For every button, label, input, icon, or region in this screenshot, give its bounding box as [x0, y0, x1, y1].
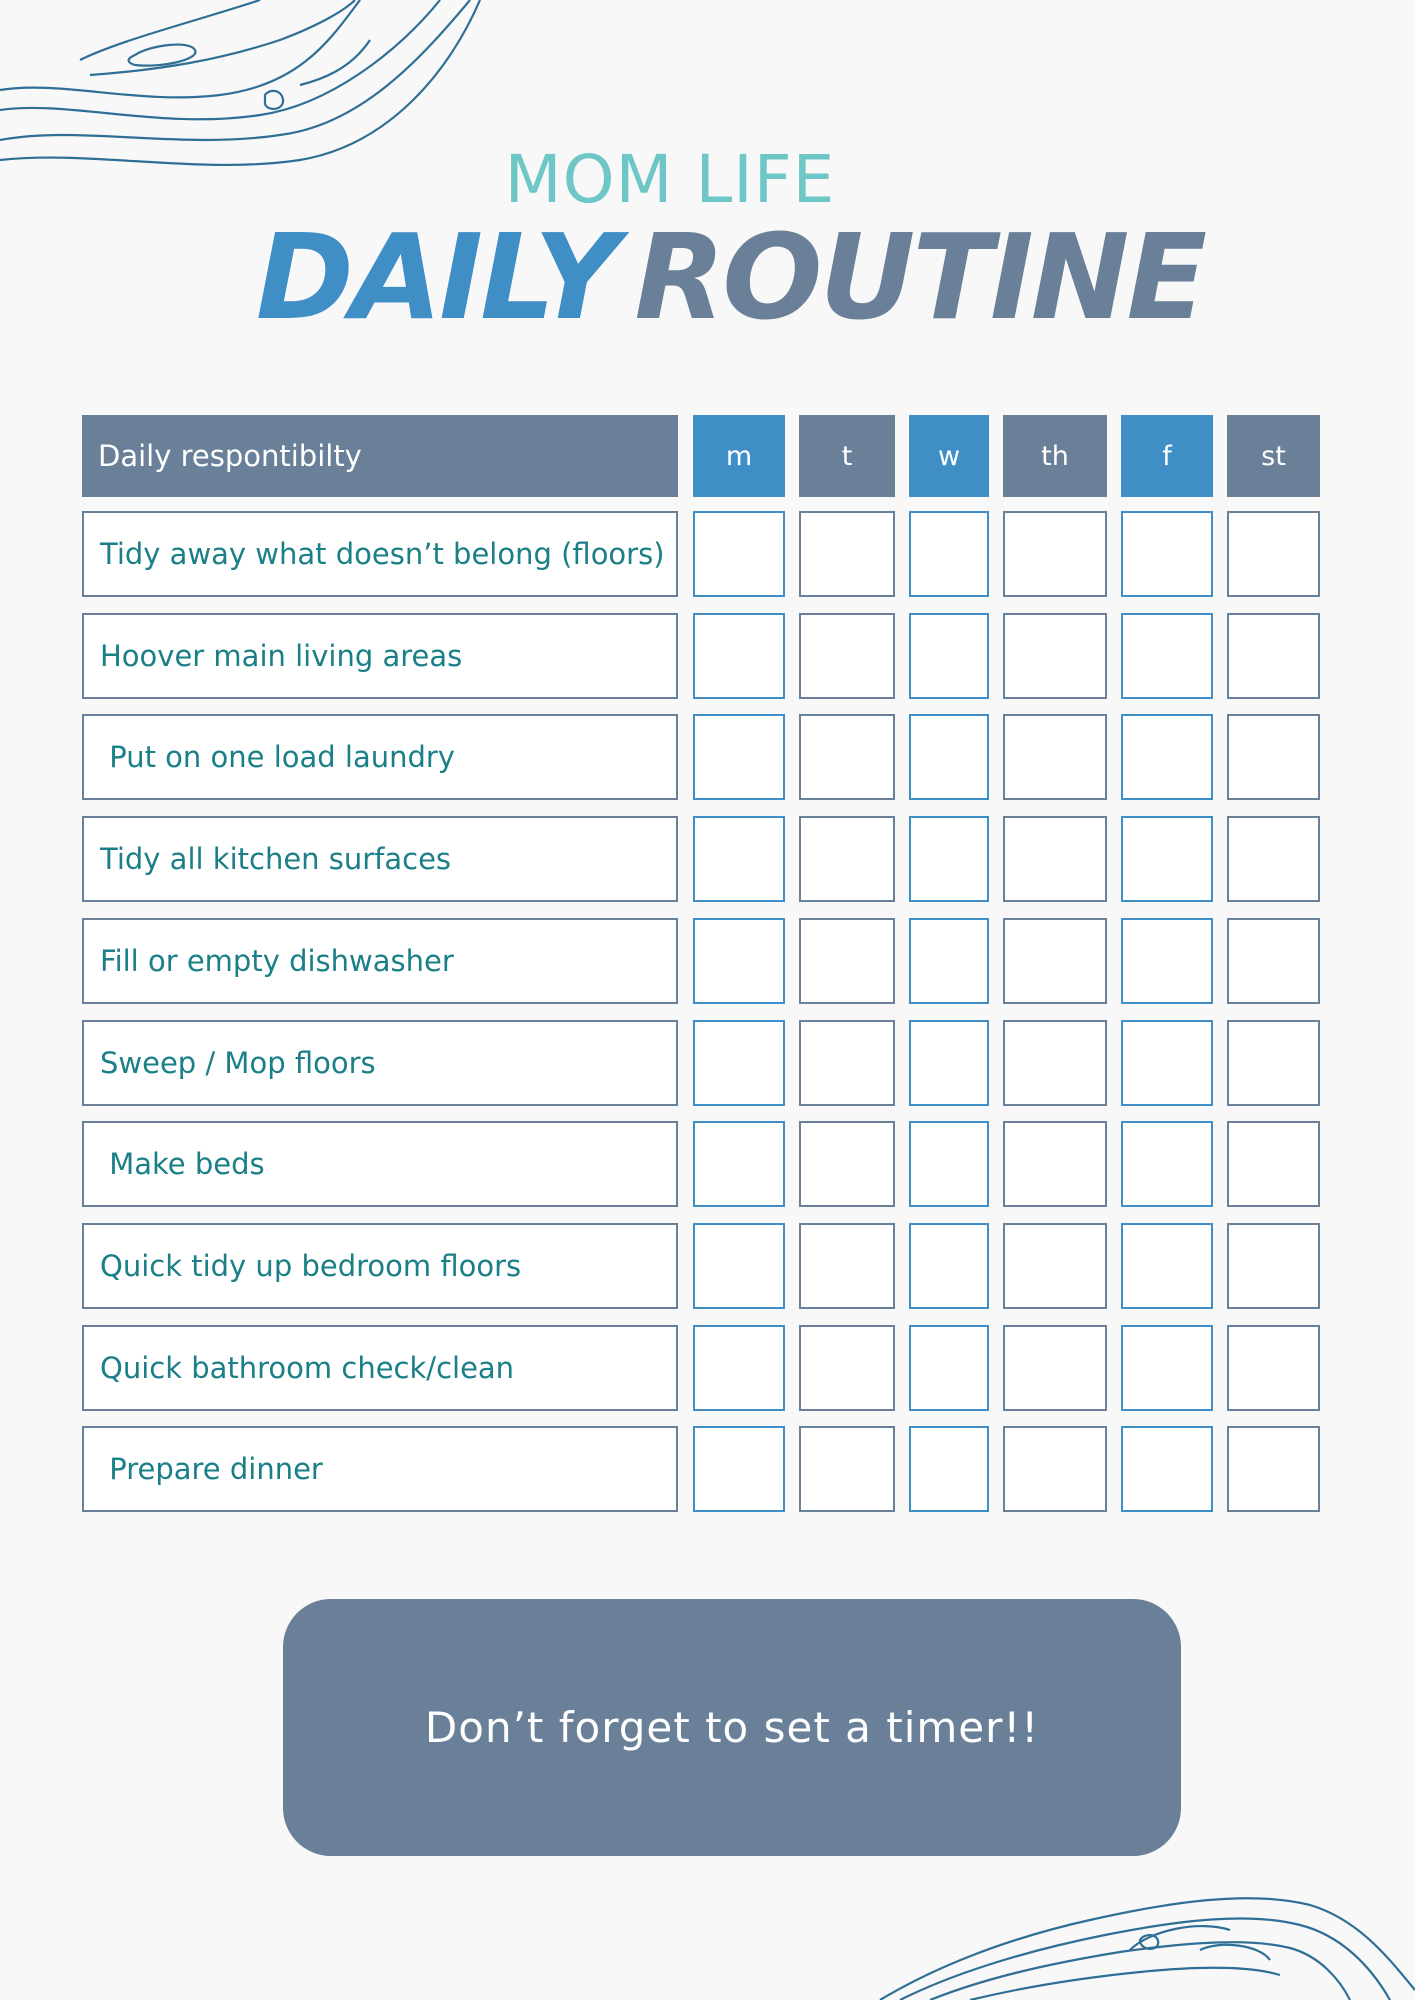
task-label: Quick bathroom check/clean	[82, 1325, 678, 1411]
title-word-daily: DAILY	[255, 208, 617, 346]
checkbox-w[interactable]	[909, 816, 989, 902]
checkbox-t[interactable]	[799, 1020, 895, 1106]
day-header-st: st	[1227, 415, 1320, 497]
checkbox-t[interactable]	[799, 1223, 895, 1309]
checkbox-m[interactable]	[693, 1223, 785, 1309]
page-title	[0, 208, 1415, 346]
checkbox-st[interactable]	[1227, 1325, 1320, 1411]
day-header-f: f	[1121, 415, 1213, 497]
checkbox-f[interactable]	[1121, 511, 1213, 597]
checkbox-st[interactable]	[1227, 714, 1320, 800]
checkbox-t[interactable]	[799, 918, 895, 1004]
checkbox-w[interactable]	[909, 1426, 989, 1512]
checkbox-st[interactable]	[1227, 1426, 1320, 1512]
checkbox-t[interactable]	[799, 1426, 895, 1512]
checkbox-w[interactable]	[909, 1020, 989, 1106]
checkbox-th[interactable]	[1003, 1426, 1107, 1512]
checkbox-m[interactable]	[693, 1020, 785, 1106]
checkbox-f[interactable]	[1121, 1121, 1213, 1207]
checkbox-th[interactable]	[1003, 714, 1107, 800]
day-header-m: m	[693, 415, 785, 497]
task-label: Make beds	[82, 1121, 678, 1207]
checkbox-f[interactable]	[1121, 714, 1213, 800]
checkbox-t[interactable]	[799, 511, 895, 597]
checkbox-t[interactable]	[799, 1325, 895, 1411]
checkbox-m[interactable]	[693, 1426, 785, 1512]
checkbox-f[interactable]	[1121, 1325, 1213, 1411]
checkbox-th[interactable]	[1003, 613, 1107, 699]
task-label: Hoover main living areas	[82, 613, 678, 699]
task-label: Prepare dinner	[82, 1426, 678, 1512]
checkbox-th[interactable]	[1003, 1020, 1107, 1106]
checkbox-f[interactable]	[1121, 1426, 1213, 1512]
checkbox-f[interactable]	[1121, 613, 1213, 699]
checkbox-m[interactable]	[693, 918, 785, 1004]
checkbox-m[interactable]	[693, 1121, 785, 1207]
day-header-th: th	[1003, 415, 1107, 497]
checkbox-st[interactable]	[1227, 816, 1320, 902]
checkbox-t[interactable]	[799, 1121, 895, 1207]
checkbox-t[interactable]	[799, 714, 895, 800]
checkbox-th[interactable]	[1003, 1223, 1107, 1309]
task-label: Put on one load laundry	[82, 714, 678, 800]
checkbox-th[interactable]	[1003, 1325, 1107, 1411]
checkbox-st[interactable]	[1227, 918, 1320, 1004]
topographic-lines-decoration-bottom	[870, 1880, 1415, 2000]
checkbox-th[interactable]	[1003, 918, 1107, 1004]
subtitle-mom-life: MOM LIFE	[504, 141, 836, 218]
task-label: Fill or empty dishwasher	[82, 918, 678, 1004]
checkbox-t[interactable]	[799, 613, 895, 699]
checkbox-st[interactable]	[1227, 511, 1320, 597]
checkbox-w[interactable]	[909, 1325, 989, 1411]
task-label: Tidy away what doesn’t belong (floors)	[82, 511, 678, 597]
checkbox-m[interactable]	[693, 613, 785, 699]
checkbox-th[interactable]	[1003, 1121, 1107, 1207]
day-header-t: t	[799, 415, 895, 497]
checkbox-st[interactable]	[1227, 1223, 1320, 1309]
checkbox-st[interactable]	[1227, 1020, 1320, 1106]
checkbox-f[interactable]	[1121, 1223, 1213, 1309]
checkbox-m[interactable]	[693, 1325, 785, 1411]
reminder-banner: Don’t forget to set a timer!!	[283, 1599, 1181, 1856]
checkbox-st[interactable]	[1227, 613, 1320, 699]
title-word-routine: ROUTINE	[634, 208, 1205, 346]
checkbox-w[interactable]	[909, 511, 989, 597]
checkbox-w[interactable]	[909, 613, 989, 699]
task-label: Tidy all kitchen surfaces	[82, 816, 678, 902]
task-label: Quick tidy up bedroom floors	[82, 1223, 678, 1309]
task-column-header: Daily respontibilty	[82, 415, 678, 497]
checkbox-m[interactable]	[693, 714, 785, 800]
checkbox-w[interactable]	[909, 714, 989, 800]
checkbox-f[interactable]	[1121, 816, 1213, 902]
checkbox-f[interactable]	[1121, 918, 1213, 1004]
checkbox-st[interactable]	[1227, 1121, 1320, 1207]
checkbox-t[interactable]	[799, 816, 895, 902]
checkbox-m[interactable]	[693, 511, 785, 597]
checkbox-th[interactable]	[1003, 511, 1107, 597]
checkbox-m[interactable]	[693, 816, 785, 902]
day-header-w: w	[909, 415, 989, 497]
checkbox-th[interactable]	[1003, 816, 1107, 902]
checkbox-w[interactable]	[909, 918, 989, 1004]
checkbox-f[interactable]	[1121, 1020, 1213, 1106]
checkbox-w[interactable]	[909, 1223, 989, 1309]
task-label: Sweep / Mop floors	[82, 1020, 678, 1106]
checkbox-w[interactable]	[909, 1121, 989, 1207]
